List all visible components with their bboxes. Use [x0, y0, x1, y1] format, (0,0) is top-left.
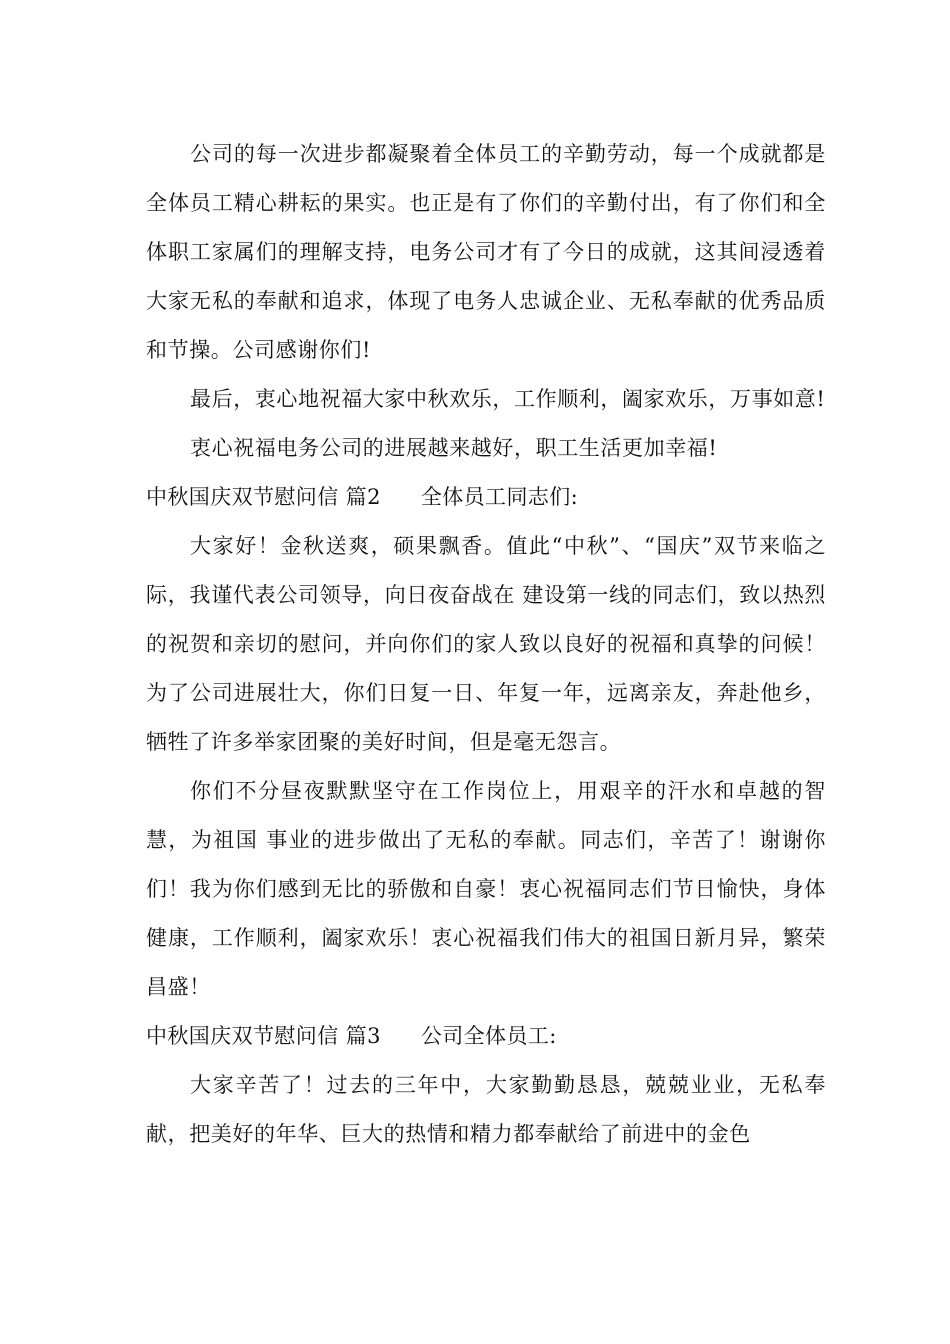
document-page: [146, 130, 826, 1159]
paragraph: 公司的每一次进步都凝聚着全体员工的辛勤劳动，每一个成就都是全体员工精心耕耘的果实。也正是有了你们的辛勤付出，有了你们和全体职工家属们的理解支持，电务公司才有了今日的成就，这其间浸透着大家无私的奉献和追求，体现了电务人忠诚企业、无私奉献的优秀品质和节操。公司感谢你们!: [146, 142, 826, 362]
paragraph: 大家辛苦了！过去的三年中，大家勤勤恳恳，兢兢业业，无私奉献，把美好的年华、巨大的热情和精力都奉献给了前进中的金色: [146, 1073, 826, 1146]
section-title: 中秋国庆双节慰问信 篇3: [146, 1024, 381, 1048]
salutation: 公司全体员工:: [420, 1024, 557, 1048]
paragraph: 衷心祝福电务公司的进展越来越好，职工生活更加幸福!: [190, 436, 718, 460]
section-heading: [146, 473, 826, 522]
paragraph: 你们不分昼夜默默坚守在工作岗位上，用艰辛的汗水和卓越的智慧，为祖国 事业的进步做出了无私的奉献。同志们，辛苦了！谢谢你们！我为你们感到无比的骄傲和自豪！衷心祝福同志们节日愉快，身体健康，工作顺利，阖家欢乐！衷心祝福我们伟大的祖国日新月异，繁荣昌盛！: [146, 779, 826, 999]
salutation: 全体员工同志们:: [420, 485, 579, 509]
paragraph: 大家好！金秋送爽，硕果飘香。值此“中秋”、“国庆”双节来临之际，我谨代表公司领导，向日夜奋战在 建设第一线的同志们，致以热烈的祝贺和亲切的慰问，并向你们的家人致以良好的祝福和真挚的问候！为了公司进展壮大，你们日复一日、年复一年，远离亲友，奔赴他乡，牺牲了许多举家团聚的美好时间，但是毫无怨言。: [146, 534, 826, 754]
section-title: 中秋国庆双节慰问信 篇2: [146, 485, 381, 509]
section-heading: [146, 1012, 826, 1061]
paragraph: 最后，衷心地祝福大家中秋欢乐，工作顺利，阖家欢乐，万事如意!: [190, 387, 826, 411]
